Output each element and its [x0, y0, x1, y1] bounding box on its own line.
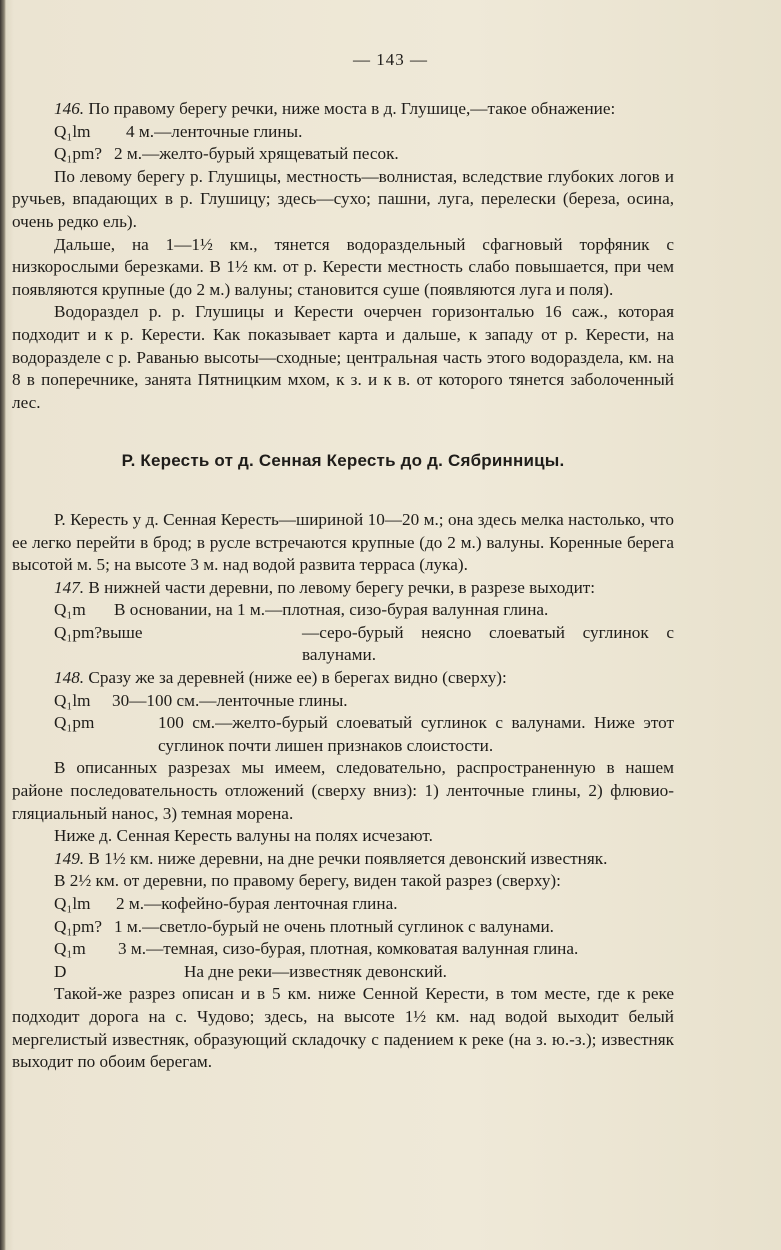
stratum-line	[12, 938, 674, 961]
paragraph-text: Сразу же за деревней (ниже ее) в берегах видно (сверху):	[88, 668, 507, 688]
section-heading: Р. Кересть от д. Сенная Кересть до д. Сябринницы.	[121, 451, 565, 471]
stratum-line	[12, 893, 674, 916]
stratum-text: 3 м.—темная, сизо-бурая, плотная, комковатая валунная глина.	[118, 939, 579, 959]
stratum-text: 30—100 см.—ленточные глины.	[112, 690, 348, 710]
stratum-line	[12, 690, 674, 713]
paragraph-149-intro	[12, 848, 674, 871]
entry-number: 147.	[54, 577, 85, 597]
paragraph: В описанных разрезах мы имеем, следовательно, распространенную в нашем районе последовательность отложений (сверху вниз): 1) ленточные глины, 2) флювио-гляциальный нанос, 3) темная морена.	[12, 758, 674, 823]
stratum-label: Q₁m	[54, 939, 86, 959]
stratum-label: Q₁pm?выше	[54, 622, 143, 642]
stratum-text: 1 м.—светло-бурый не очень плотный суглинок с валунами.	[114, 916, 554, 936]
page-number: — 143 —	[353, 50, 428, 69]
stratum-line	[12, 143, 674, 166]
paragraph-146-intro	[12, 98, 674, 121]
paragraph: Дальше, на 1—1½ км., тянется водораздельный сфагновый торфяник с низкорослыми березками. В 1½ км. от р. Керести местность слабо повышается, при чем появляются крупные (до 2 м.) валуны; становится суше (появляются луга и поля).	[12, 234, 674, 299]
stratum-line	[12, 961, 674, 984]
stratum-text: В основании, на 1 м.—плотная, сизо-бурая валунная глина.	[114, 600, 549, 620]
stratum-label: Q₁pm?	[54, 144, 102, 164]
paragraph: Р. Кересть у д. Сенная Кересть—шириной 10—20 м.; она здесь мелка настолько, что ее легко перейти в брод; в русле встречаются крупные (до 2 м.) валуны. Коренные берега высотой м. 5; на высоте 3 м. над водой развита терраса (лука).	[12, 509, 674, 575]
stratum-text: —серо-бурый неясно слоеватый суглинок с валунами.	[302, 622, 674, 665]
stratum-line	[12, 712, 674, 757]
stratum-text: 2 м.—желто-бурый хрящеватый песок.	[114, 144, 399, 164]
stratum-label: Q₁lm	[54, 894, 91, 913]
stratum-label: Q₁m	[54, 600, 86, 620]
stratum-line	[12, 599, 674, 622]
entry-number: 146.	[54, 99, 85, 118]
stratum-line	[12, 121, 674, 144]
paragraph-text: В нижней части деревни, по левому берегу речки, в разрезе выходит:	[88, 577, 596, 597]
paragraph-text: В 1½ км. ниже деревни, на дне речки появляется девонский известняк.	[88, 848, 608, 868]
paragraph: Ниже д. Сенная Кересть валуны на полях исчезают.	[54, 826, 433, 846]
entry-number: 149.	[54, 848, 85, 868]
paragraph-147-intro	[12, 577, 674, 600]
stratum-label: Q₁lm	[54, 690, 91, 710]
stratum-label: D	[54, 961, 67, 981]
stratum-label: Q₁pm	[54, 713, 95, 733]
page-edge	[0, 0, 6, 1250]
stratum-text: На дне реки—известняк девонский.	[184, 961, 447, 981]
body-text	[12, 98, 674, 1074]
paragraph: Такой-же разрез описан и в 5 км. ниже Сенной Керести, в том месте, где к реке подходит дорога на с. Чудово; здесь, на высоте 1½ км. над водой выходит белый мергелистый известняк, образующий складочку с падением к реке (на з. ю.-з.); известняк выходит по обоим берегам.	[12, 984, 674, 1072]
stratum-line	[12, 916, 674, 939]
stratum-text: 100 см.—желто-бурый слоеватый суглинок с валунами. Ниже этот суглинок почти лишен признаков слоистости.	[158, 713, 674, 755]
entry-number: 148.	[54, 668, 85, 688]
paragraph: По левому берегу р. Глушицы, местность—волнистая, вследствие глубоких логов и ручьев, впадающих в р. Глушицу; здесь—сухо; пашни, луга, перелески (береза, осина, очень редко ель).	[12, 166, 674, 231]
paragraph: Водораздел р. р. Глушицы и Керести очерчен горизонталью 16 саж., которая подходит и к р. Керести. Как показывает карта и дальше, к западу от р. Керести, на водоразделе с р. Раванью высоты—сходные; центральная часть этого водораздела, км. на 8 в поперечнике, занята Пятницким мхом, к з. и к в. от которого тянется заболоченный лес.	[12, 302, 674, 412]
paragraph: В 2½ км. от деревни, по правому берегу, виден такой разрез (сверху):	[54, 871, 561, 891]
stratum-label: Q₁pm?	[54, 916, 102, 936]
stratum-label: Q₁lm	[54, 121, 91, 141]
stratum-text: 4 м.—ленточные глины.	[126, 121, 303, 141]
paragraph-text: По правому берегу речки, ниже моста в д. Глушице,—такое обнажение:	[88, 99, 616, 118]
stratum-text: 2 м.—кофейно-бурая ленточная глина.	[116, 894, 398, 913]
paragraph-148-intro	[12, 667, 674, 690]
stratum-line	[12, 622, 674, 667]
